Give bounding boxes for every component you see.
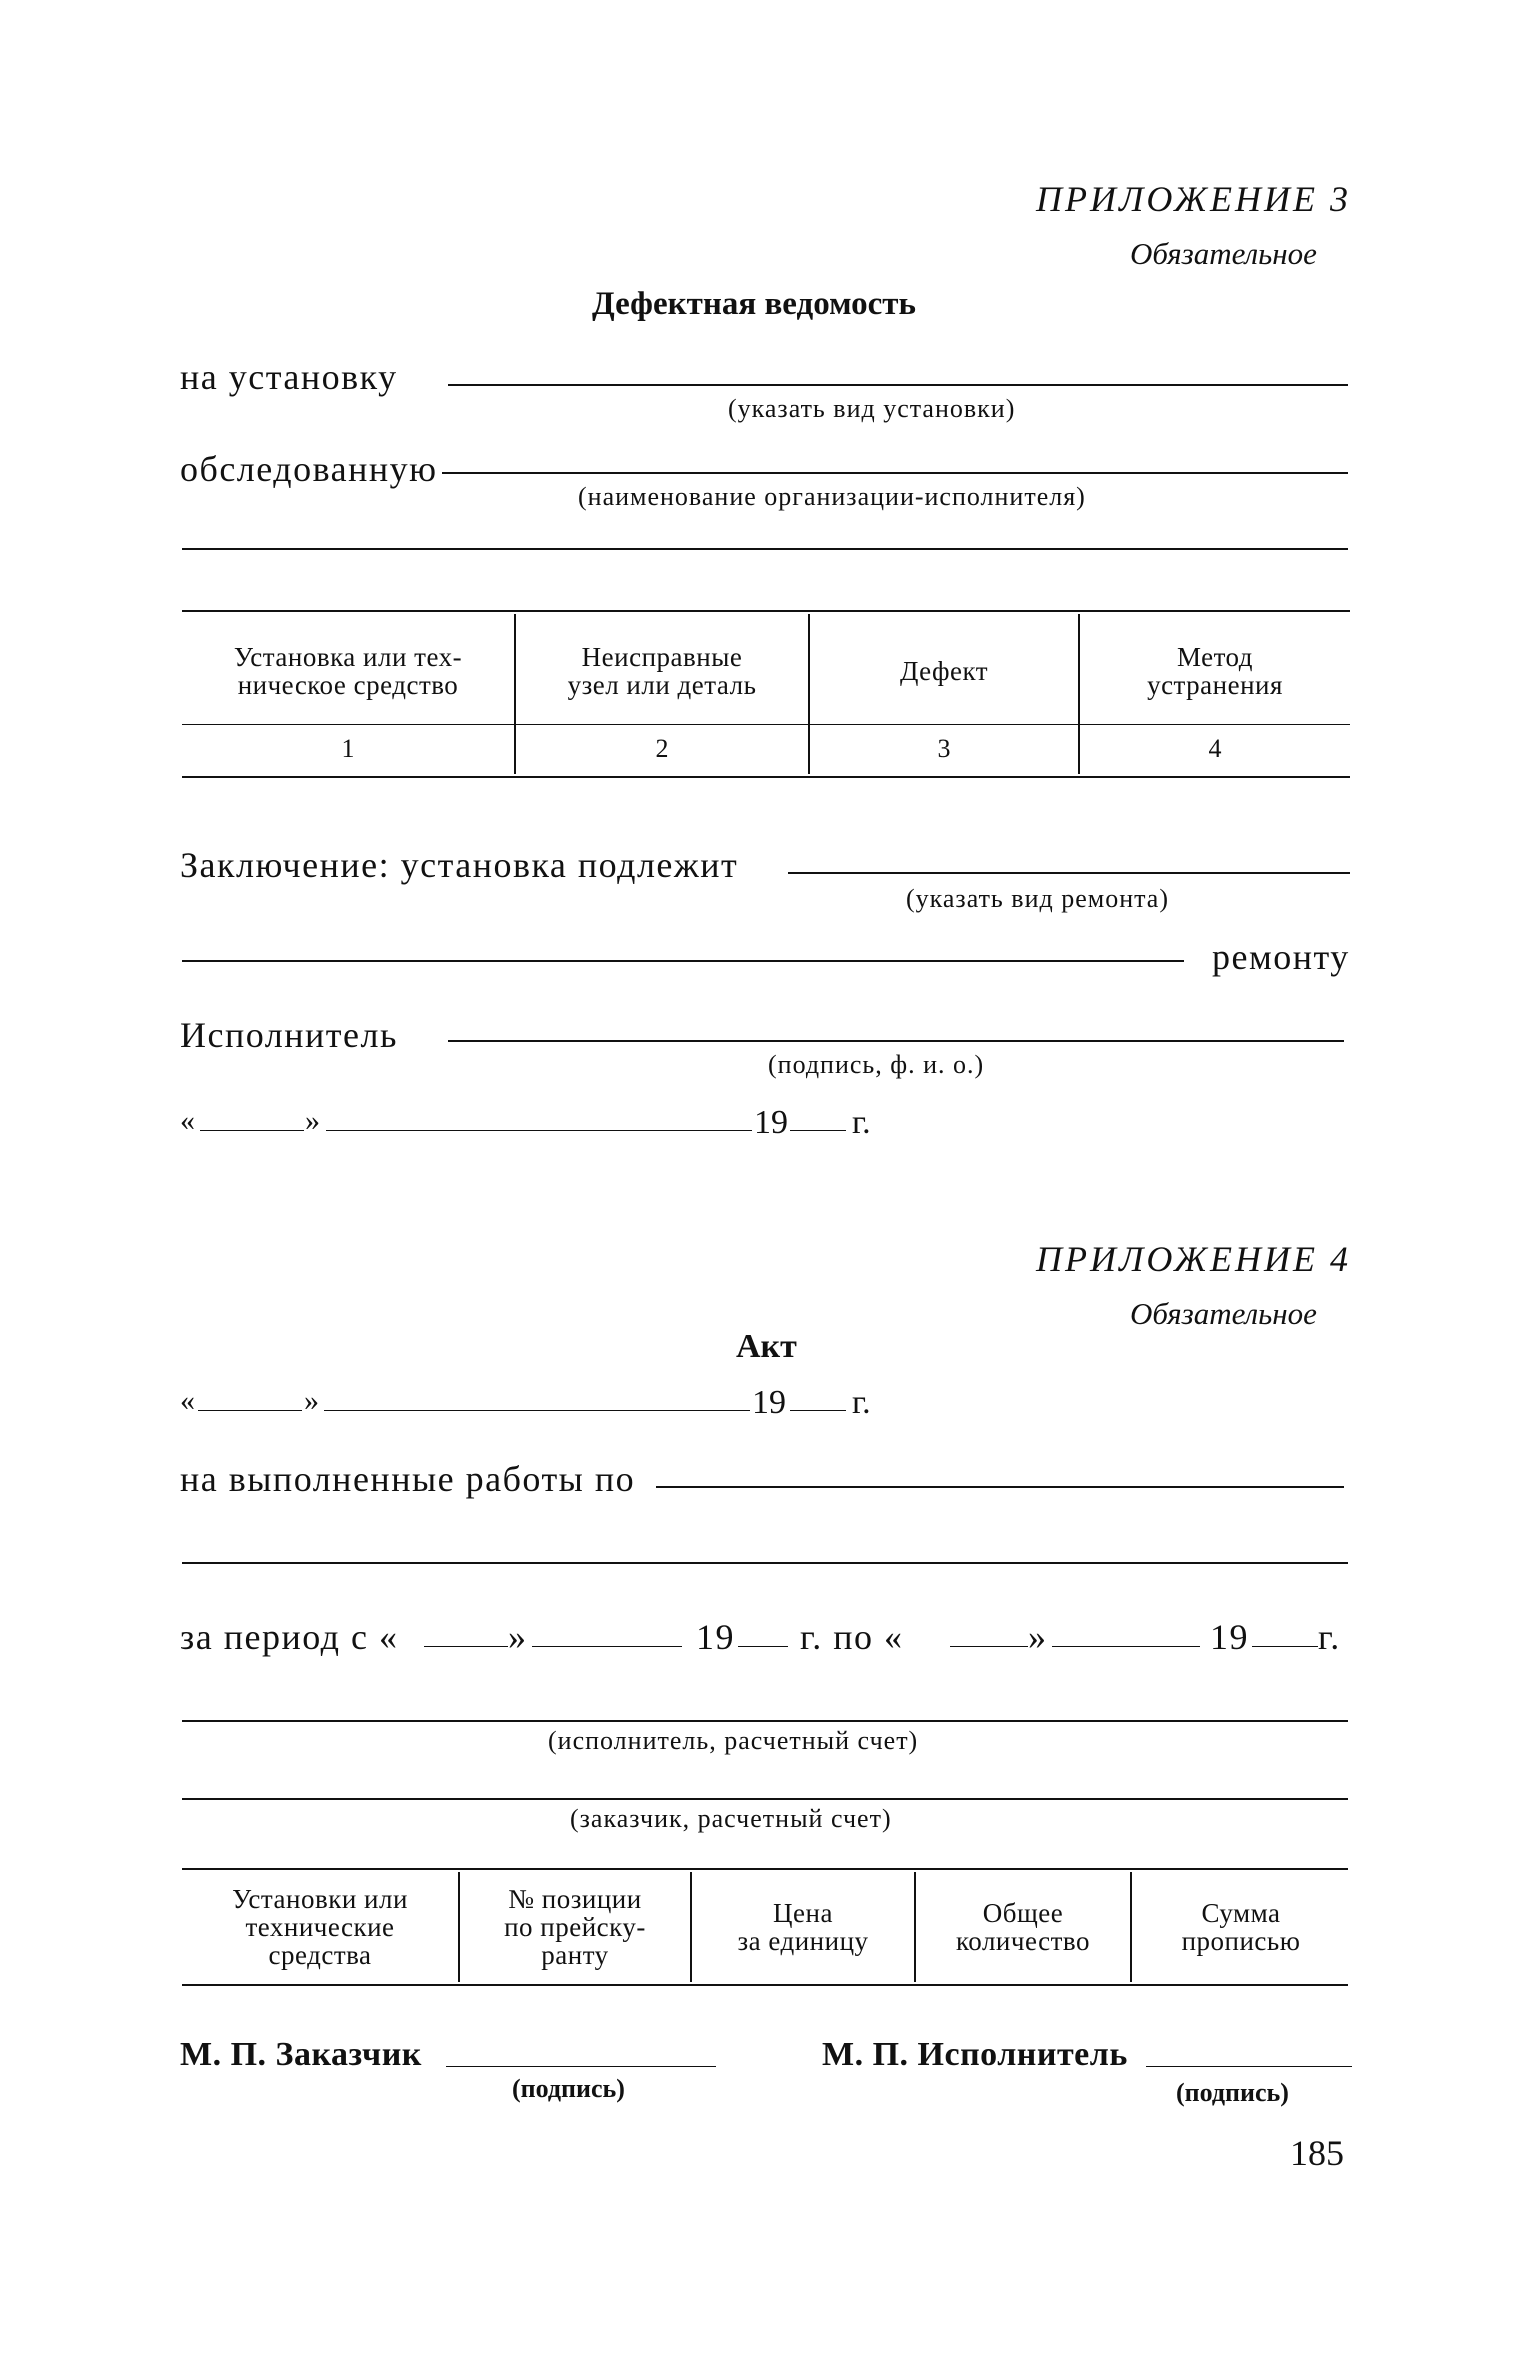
page-number: 185 xyxy=(1290,2133,1344,2173)
period-to-year-line[interactable] xyxy=(1252,1646,1318,1647)
executor-account-caption: (исполнитель, расчетный счет) xyxy=(548,1726,919,1755)
executor-account-line[interactable] xyxy=(182,1720,1348,1722)
conclusion-continuation-line[interactable] xyxy=(182,960,1184,962)
defect-table-header-border xyxy=(182,724,1350,725)
period-close-quote: » xyxy=(508,1617,528,1657)
customer-sign-caption: (подпись) xyxy=(512,2074,625,2103)
conclusion-repair-type-line[interactable] xyxy=(788,872,1350,874)
act-date-year-prefix: 19 xyxy=(752,1384,786,1421)
defect-table-column-number: 2 xyxy=(655,734,669,763)
period-to-day-line[interactable] xyxy=(950,1646,1028,1647)
surveyed-field-line[interactable] xyxy=(442,472,1348,474)
appendix3-status: Обязательное xyxy=(1130,236,1317,271)
conclusion-label: Заключение: установка подлежит xyxy=(180,845,739,885)
appendix4-status: Обязательное xyxy=(1130,1296,1317,1331)
act-table-header-total-quantity: Общее количество xyxy=(956,1898,1090,1956)
date-day-line[interactable] xyxy=(200,1130,304,1131)
surveyed-field-extra-line[interactable] xyxy=(182,548,1348,550)
defect-table-divider-1 xyxy=(514,614,516,774)
installation-field-label: на установку xyxy=(180,357,398,397)
act-title: Акт xyxy=(736,1328,797,1365)
defect-table-header-installation: Установка или тех- ническое средство xyxy=(233,642,463,700)
works-extra-line[interactable] xyxy=(182,1562,1348,1564)
defect-table-header-faulty-part: Неисправные узел или деталь xyxy=(567,642,757,700)
works-label: на выполненные работы по xyxy=(180,1459,636,1499)
customer-account-caption: (заказчик, расчетный счет) xyxy=(570,1804,892,1833)
executor-signature-line[interactable] xyxy=(448,1040,1344,1042)
period-year-prefix-2: 19 xyxy=(1210,1617,1249,1657)
act-table-header-unit-price: Цена за единицу xyxy=(737,1898,869,1956)
executor-sign-label: М. П. Исполнитель xyxy=(822,2036,1128,2073)
executor-caption: (подпись, ф. и. о.) xyxy=(768,1050,985,1079)
defect-statement-title: Дефектная ведомость xyxy=(592,286,916,322)
installation-field-caption: (указать вид установки) xyxy=(728,394,1016,423)
customer-sign-label: М. П. Заказчик xyxy=(180,2036,422,2073)
act-date-open-quote: « xyxy=(180,1384,195,1417)
installation-field-line[interactable] xyxy=(448,384,1348,386)
defect-table-divider-2 xyxy=(808,614,810,774)
act-date-year-line[interactable] xyxy=(790,1410,846,1411)
period-from-month-line[interactable] xyxy=(532,1646,682,1647)
appendix3-heading: ПРИЛОЖЕНИЕ 3 xyxy=(1036,179,1351,219)
date-month-line[interactable] xyxy=(326,1130,752,1131)
defect-table-bottom-border xyxy=(182,776,1350,778)
customer-signature-line[interactable] xyxy=(446,2066,716,2067)
defect-table-divider-3 xyxy=(1078,614,1080,774)
act-table-header-position: № позиции по прейску- ранту xyxy=(504,1884,646,1970)
repair-word: ремонту xyxy=(1212,937,1350,977)
act-table-bottom-border xyxy=(182,1984,1348,1986)
period-from-label: за период с « xyxy=(180,1617,399,1657)
date-year-prefix: 19 xyxy=(754,1104,788,1141)
period-suffix: г. xyxy=(1318,1617,1341,1657)
act-table-divider-4 xyxy=(1130,1872,1132,1982)
defect-table-column-number: 4 xyxy=(1208,734,1222,763)
defect-table-header-defect: Дефект xyxy=(899,656,989,686)
date-open-quote: « xyxy=(180,1104,195,1137)
act-date-year-suffix: г. xyxy=(852,1384,871,1421)
customer-account-line[interactable] xyxy=(182,1798,1348,1800)
act-table-top-border xyxy=(182,1868,1348,1870)
act-table-divider-3 xyxy=(914,1872,916,1982)
period-to-label: г. по « xyxy=(800,1617,904,1657)
defect-table-column-number: 1 xyxy=(341,734,355,763)
conclusion-caption: (указать вид ремонта) xyxy=(906,884,1169,913)
period-from-year-line[interactable] xyxy=(738,1646,788,1647)
act-table-divider-2 xyxy=(690,1872,692,1982)
act-table-header-installations: Установки или технические средства xyxy=(232,1884,408,1970)
surveyed-field-label: обследованную xyxy=(180,449,438,489)
act-date-day-line[interactable] xyxy=(198,1410,302,1411)
executor-sign-signature-line[interactable] xyxy=(1146,2066,1352,2067)
period-to-month-line[interactable] xyxy=(1052,1646,1200,1647)
defect-table-header-method: Метод устранения xyxy=(1147,642,1283,700)
date-year-line[interactable] xyxy=(790,1130,846,1131)
period-year-prefix: 19 xyxy=(696,1617,735,1657)
act-table-divider-1 xyxy=(458,1872,460,1982)
surveyed-field-caption: (наименование организации-исполнителя) xyxy=(578,482,1086,511)
act-table-header-amount-words: Сумма прописью xyxy=(1181,1898,1301,1956)
period-close-quote-2: » xyxy=(1028,1617,1048,1657)
act-date-month-line[interactable] xyxy=(324,1410,750,1411)
appendix4-heading: ПРИЛОЖЕНИЕ 4 xyxy=(1036,1239,1351,1279)
defect-table-column-number: 3 xyxy=(937,734,951,763)
defect-table-top-border xyxy=(182,610,1350,612)
executor-label: Исполнитель xyxy=(180,1015,398,1055)
act-date-close-quote: » xyxy=(304,1384,319,1417)
period-from-day-line[interactable] xyxy=(424,1646,508,1647)
date-year-suffix: г. xyxy=(852,1104,871,1141)
executor-sign-caption: (подпись) xyxy=(1176,2078,1289,2107)
works-line[interactable] xyxy=(656,1486,1344,1488)
date-close-quote: » xyxy=(305,1104,320,1137)
